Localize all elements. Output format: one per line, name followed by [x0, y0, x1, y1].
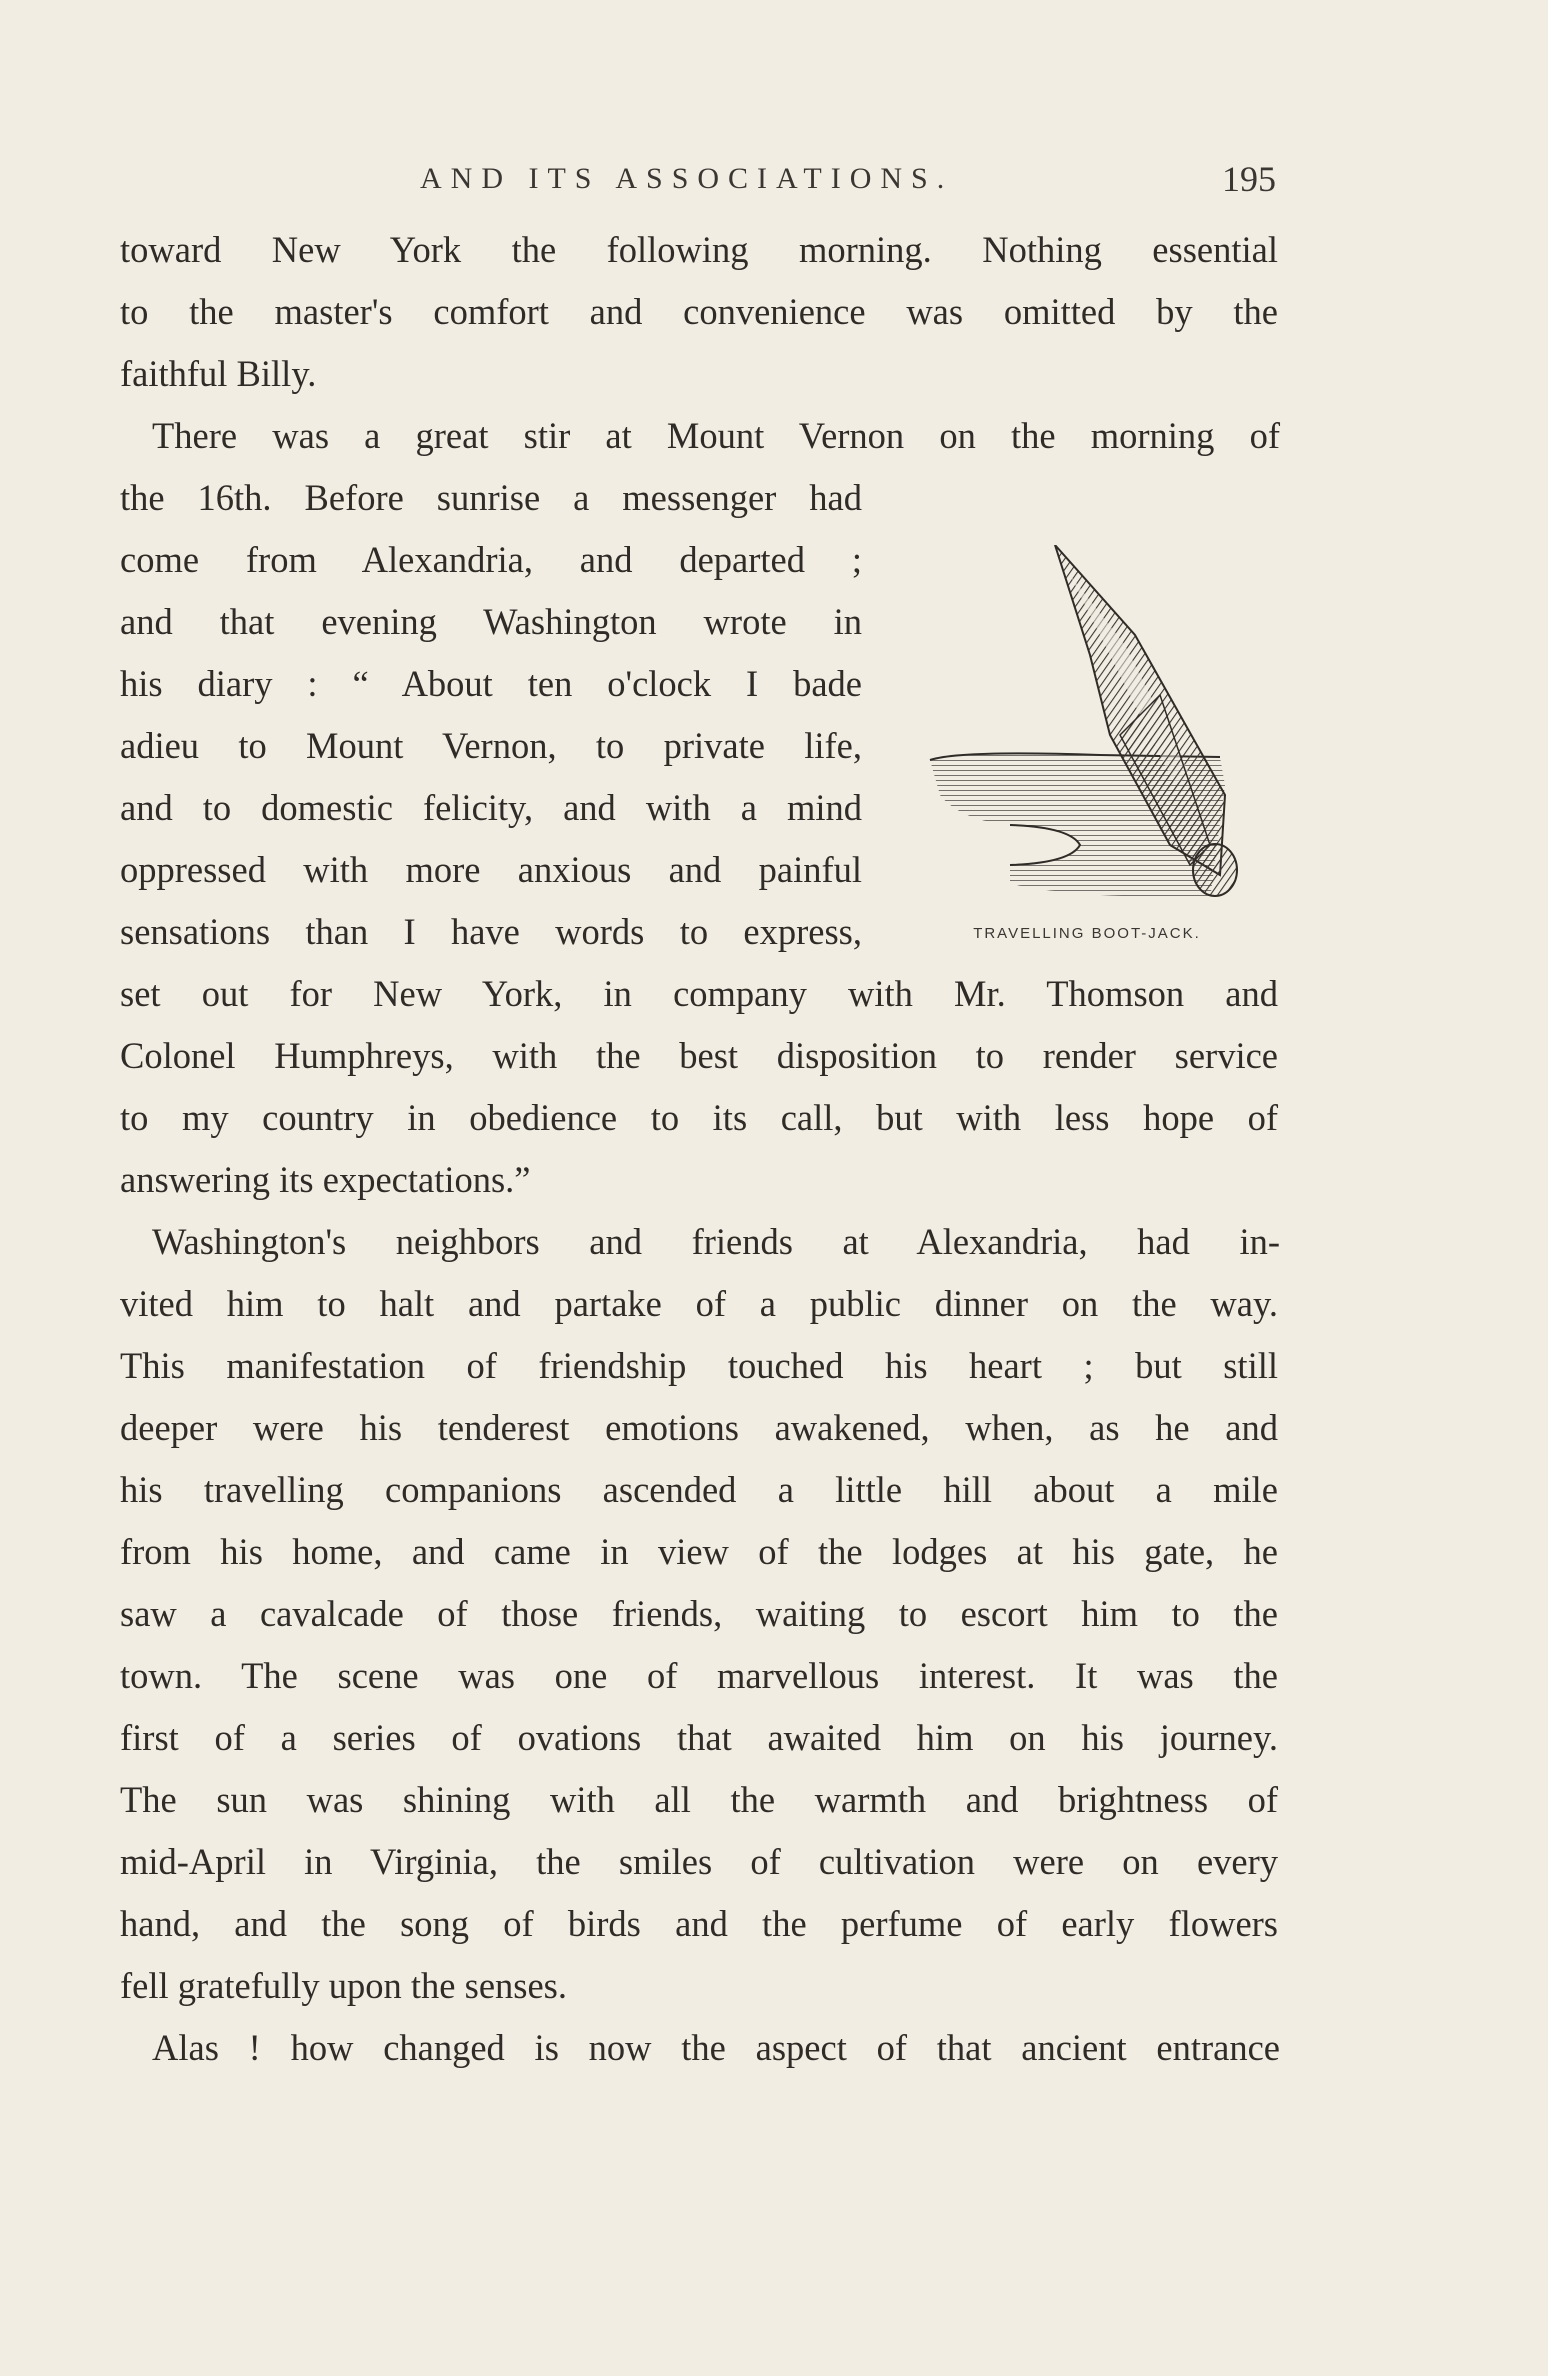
text-line: to the master's comfort and convenience was omitted by the: [120, 291, 1278, 332]
page-number: 195: [1222, 159, 1276, 199]
text-line: and to domestic felicity, and with a mind: [120, 787, 862, 828]
text-line: his diary : “ About ten o'clock I bade: [120, 663, 862, 704]
figure-caption: TRAVELLING BOOT-JACK.: [973, 925, 1201, 942]
text-line: the 16th. Before sunrise a messenger had: [120, 477, 862, 518]
text-line: There was a great stir at Mount Vernon on the morning of: [152, 415, 1280, 456]
text-line: hand, and the song of birds and the perfume of early flowers: [120, 1903, 1278, 1944]
boot-jack-engraving-icon: [920, 545, 1254, 905]
text-line: to my country in obedience to its call, but with less hope of: [120, 1097, 1278, 1138]
text-line: faithful Billy.: [120, 353, 317, 394]
text-line: come from Alexandria, and departed ;: [120, 539, 862, 580]
text-line: Colonel Humphreys, with the best disposition to render service: [120, 1035, 1278, 1076]
text-line: his travelling companions ascended a little hill about a mile: [120, 1469, 1278, 1510]
page-header: [0, 159, 1548, 212]
text-line: sensations than I have words to express,: [120, 911, 862, 952]
text-line: adieu to Mount Vernon, to private life,: [120, 725, 862, 766]
text-line: mid-April in Virginia, the smiles of cultivation were on every: [120, 1841, 1278, 1882]
text-line: from his home, and came in view of the lodges at his gate, he: [120, 1531, 1278, 1572]
text-line: town. The scene was one of marvellous interest. It was the: [120, 1655, 1278, 1696]
text-line: first of a series of ovations that awaited him on his journey.: [120, 1717, 1278, 1758]
running-head: AND ITS ASSOCIATIONS.: [420, 162, 954, 195]
text-line: This manifestation of friendship touched his heart ; but still: [120, 1345, 1278, 1386]
text-line: Alas ! how changed is now the aspect of that ancient entrance: [152, 2027, 1280, 2068]
text-line: and that evening Washington wrote in: [120, 601, 862, 642]
boot-jack-figure: [920, 545, 1254, 942]
text-line: toward New York the following morning. Nothing essential: [120, 229, 1278, 270]
text-line: Washington's neighbors and friends at Alexandria, had in-: [152, 1221, 1280, 1262]
text-line: The sun was shining with all the warmth and brightness of: [120, 1779, 1278, 1820]
text-line: oppressed with more anxious and painful: [120, 849, 862, 890]
text-line: set out for New York, in company with Mr. Thomson and: [120, 973, 1278, 1014]
text-line: fell gratefully upon the senses.: [120, 1965, 568, 2006]
text-line: vited him to halt and partake of a public dinner on the way.: [120, 1283, 1278, 1324]
text-line: deeper were his tenderest emotions awakened, when, as he and: [120, 1407, 1278, 1448]
text-line: answering its expectations.”: [120, 1159, 531, 1200]
text-line: saw a cavalcade of those friends, waiting to escort him to the: [120, 1593, 1278, 1634]
